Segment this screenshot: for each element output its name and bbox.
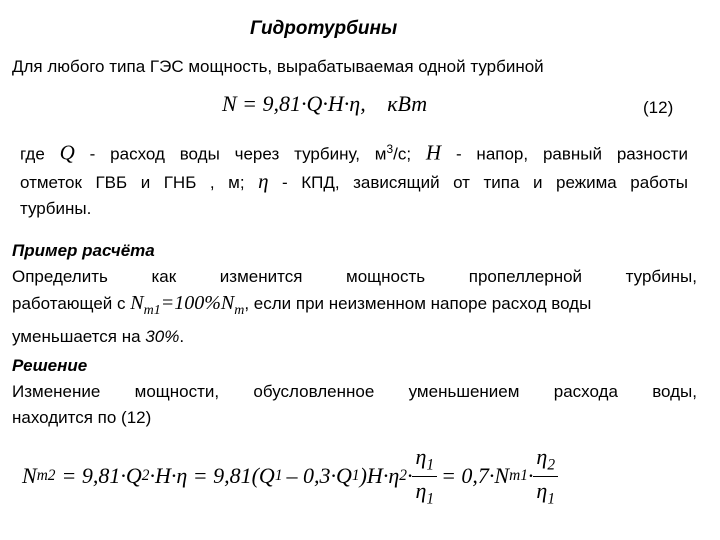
where-head-text: - напор, равный разности (455, 144, 688, 164)
example-condition: , если при неизменном напоре расход воды (244, 294, 592, 313)
f2-part: = 0,7·N (441, 463, 510, 488)
where-line-3: турбины. (20, 198, 92, 218)
f2-sub: 1 (426, 489, 435, 507)
power-formula (222, 91, 427, 117)
page-title: Гидротурбины (250, 18, 398, 39)
solution-line-1: Изменение мощности, обусловленное уменьшением расхода воды, (12, 382, 697, 401)
f2-part: N (22, 463, 37, 488)
where-line-1 (20, 136, 688, 168)
example-text: работающей с (12, 294, 126, 313)
symbol-q: Q (59, 140, 75, 165)
unit-superscript: 3 (386, 142, 394, 156)
f2-sub: 2 (141, 467, 150, 484)
f2-sub: 2 (547, 456, 556, 474)
symbol-h: H (425, 140, 442, 165)
where-efficiency-text: - КПД, зависящий от типа и режима работы (282, 172, 688, 192)
sub-m: m (234, 303, 245, 318)
example-line-2 (12, 290, 697, 324)
period: . (179, 327, 185, 346)
solution-formula (22, 438, 558, 514)
power-formula-body: N = 9,81·Q·H·η, (222, 91, 366, 116)
eta-symbol: η (536, 443, 548, 469)
formula-number: (12) (643, 98, 674, 117)
symbol-n: N (130, 292, 144, 314)
solution-line-2: находится по (12) (12, 408, 152, 427)
fraction-eta2-eta1 (533, 443, 558, 507)
where-line-2 (20, 168, 688, 196)
where-flow-unit: /с; (393, 144, 412, 164)
where-word: где (20, 144, 45, 164)
f2-sub: 1 (426, 456, 435, 474)
example-decrease-text: уменьшается на (12, 327, 141, 346)
f2-sub: 1 (351, 467, 360, 484)
f2-part: ·H·η = 9,81(Q (149, 463, 275, 488)
symbol-n: N (220, 292, 235, 314)
f2-sub: 1 (547, 489, 556, 507)
decrease-value: 30% (145, 327, 180, 346)
symbol-eta: η (258, 168, 269, 193)
f2-sub: 1 (274, 467, 283, 484)
example-line-1: Определить как изменится мощность пропеллерной турбины, (12, 267, 697, 286)
f2-sub: m1 (509, 467, 528, 484)
f2-part: · (527, 463, 534, 488)
intro-text: Для любого типа ГЭС мощность, вырабатываемая одной турбиной (12, 57, 544, 76)
f2-part: )H·η (359, 463, 400, 488)
solution-section (12, 353, 697, 431)
f2-sub: 2 (399, 467, 407, 484)
eta-symbol: η (415, 477, 427, 503)
solution-heading: Решение (12, 356, 88, 375)
example-section (12, 238, 697, 350)
example-heading: Пример расчёта (12, 241, 155, 260)
power-formula-unit: кВт (387, 91, 428, 116)
eta-symbol: η (415, 443, 427, 469)
where-flow-text: - расход воды через турбину, м (89, 144, 387, 164)
eta-symbol: η (536, 477, 548, 503)
fraction-eta1-eta1 (412, 443, 437, 507)
f2-part: – 0,3·Q (286, 463, 352, 488)
f2-part: · (406, 463, 413, 488)
percent-value: =100% (160, 292, 221, 314)
sub-m1: m1 (143, 303, 161, 318)
f2-part: = 9,81·Q (61, 463, 142, 488)
where-levels-text: отметок ГВБ и ГНБ , м; (20, 172, 245, 192)
f2-sub: m2 (36, 467, 56, 484)
example-line-3 (12, 324, 697, 350)
where-paragraph (20, 136, 688, 222)
